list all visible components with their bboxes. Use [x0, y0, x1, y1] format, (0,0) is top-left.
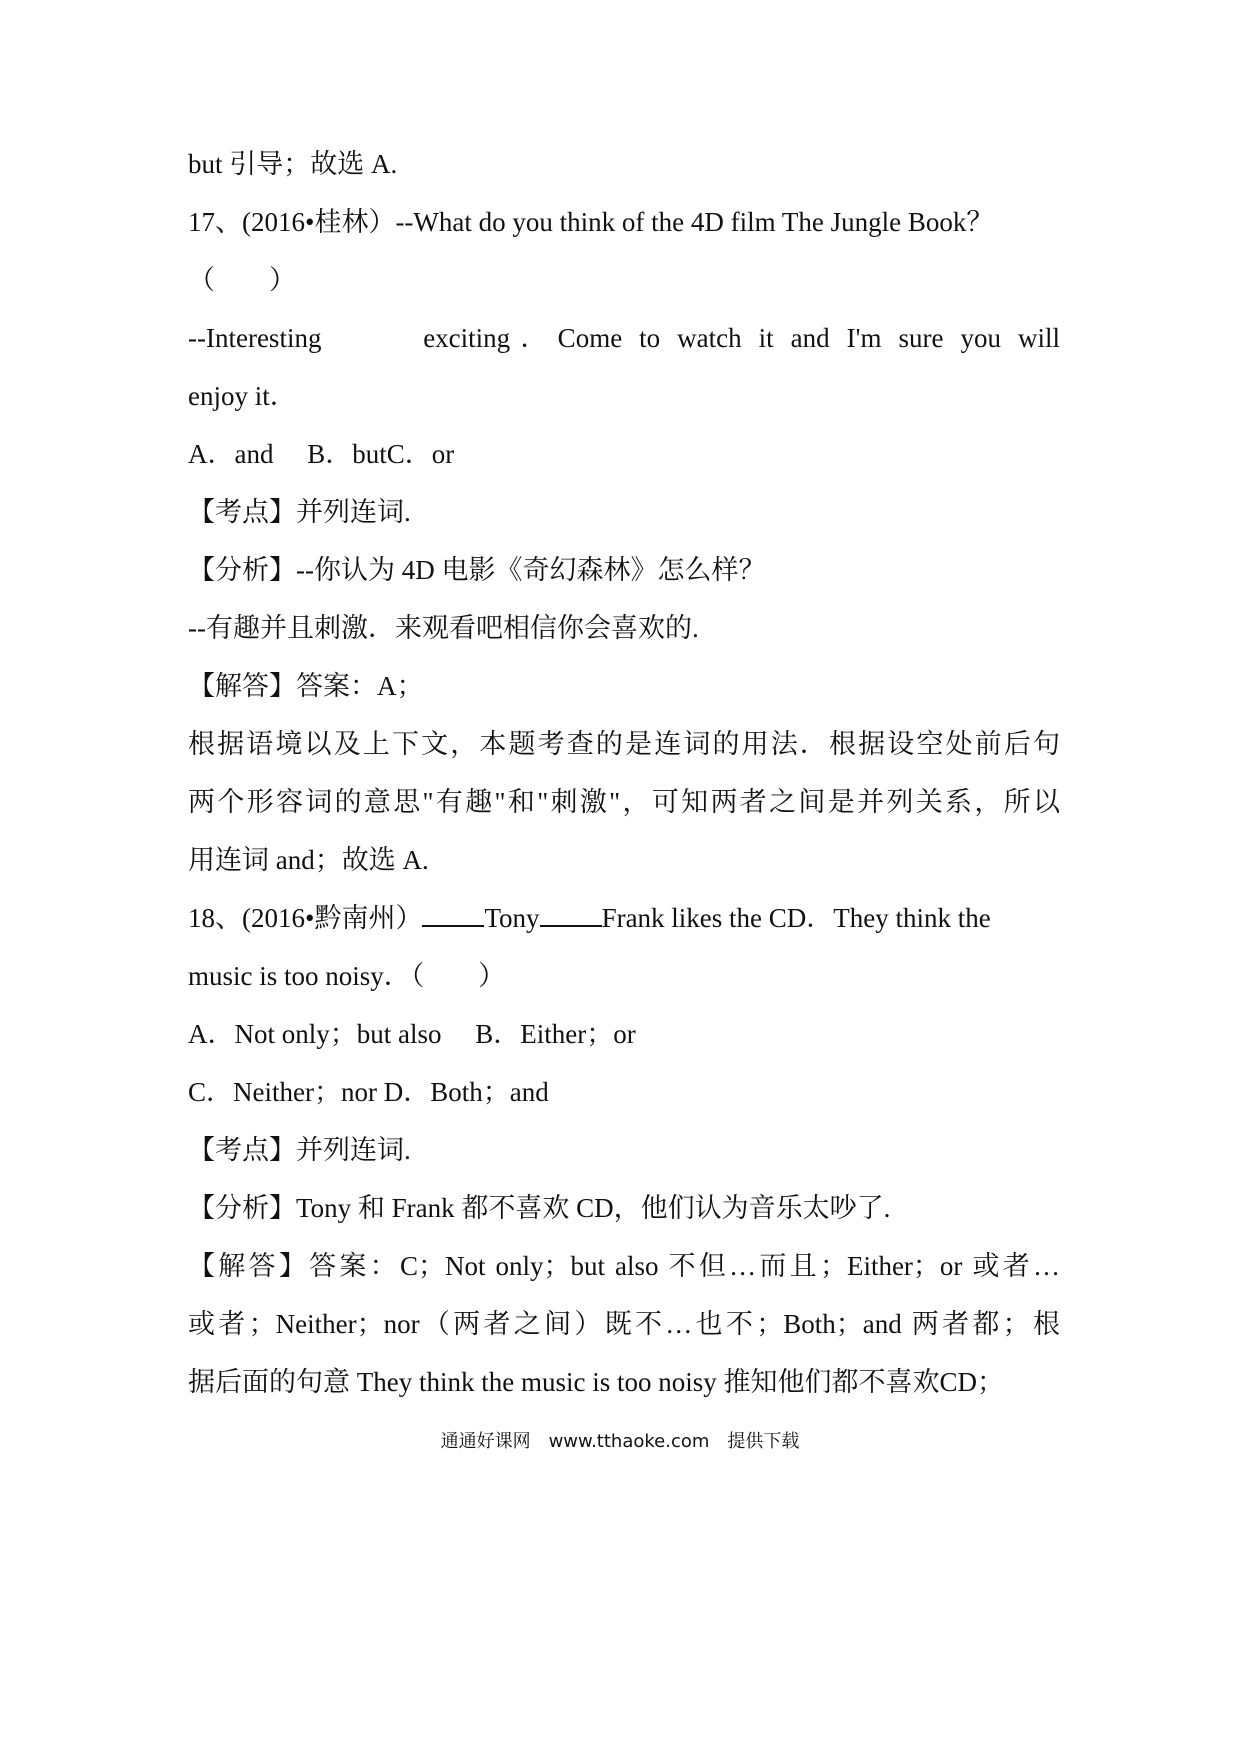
answer-blank — [422, 903, 484, 927]
question-18-word: Tony — [484, 903, 540, 933]
jieda-text-2: 两个形容词的意思"有趣"和"刺激"，可知两者之间是并列关系，所以 — [188, 787, 1060, 817]
kaodian-label: 【考点】并列连词. — [188, 1135, 411, 1165]
fenxi-text: --有趣并且刺激．来观看吧相信你会喜欢的. — [188, 613, 699, 643]
jieda-text-3: 用连词 and；故选 A. — [188, 845, 429, 875]
question-18-options-2: C．Neither；nor D．Both；and — [188, 1077, 549, 1107]
text-line: but 引导；故选 A. — [188, 149, 398, 179]
question-18-stem-cont: music is too noisy．（ ） — [188, 961, 506, 991]
jieda-text-1: 根据语境以及上下文，本题考查的是连词的用法．根据设空处前后句 — [188, 729, 1060, 759]
question-17-dialogue: --Interesting exciting．Come to watch it and I'm sure you will — [188, 323, 1060, 353]
jieda-text-1: 【解答】答案：C；Not only；but also 不但…而且；Either；or 或者… — [188, 1251, 1060, 1281]
question-17-dialogue-cont: enjoy it． — [188, 381, 297, 411]
kaodian-label: 【考点】并列连词. — [188, 497, 411, 527]
jieda-label: 【解答】答案：A； — [188, 671, 424, 701]
jieda-text-3: 据后面的句意 They think the music is too noisy 推知他们都不喜欢CD； — [188, 1367, 1004, 1397]
page-footer: 通通好课网 www.tthaoke.com 提供下载 — [440, 1431, 800, 1452]
question-18-rest: Frank likes the CD．They think the — [601, 903, 991, 933]
fenxi-label: 【分析】--你认为 4D 电影《奇幻森林》怎么样？ — [188, 555, 766, 585]
question-17-options: A．and B．butC．or — [188, 439, 455, 469]
question-18-stem — [188, 898, 1060, 938]
question-18-prefix: 18、(2016•黔南州） — [188, 903, 423, 933]
answer-bracket: （ ） — [188, 265, 296, 295]
answer-blank — [540, 903, 602, 927]
question-18-options-1: A．Not only；but also B．Either；or — [188, 1019, 636, 1049]
jieda-text-2: 或者；Neither；nor（两者之间）既不…也不；Both；and 两者都；根 — [188, 1309, 1060, 1339]
fenxi-label: 【分析】Tony 和 Frank 都不喜欢 CD，他们认为音乐太吵了. — [188, 1193, 891, 1223]
question-17-stem: 17、(2016•桂林）--What do you think of the 4D film The Jungle Book？ — [188, 207, 994, 237]
